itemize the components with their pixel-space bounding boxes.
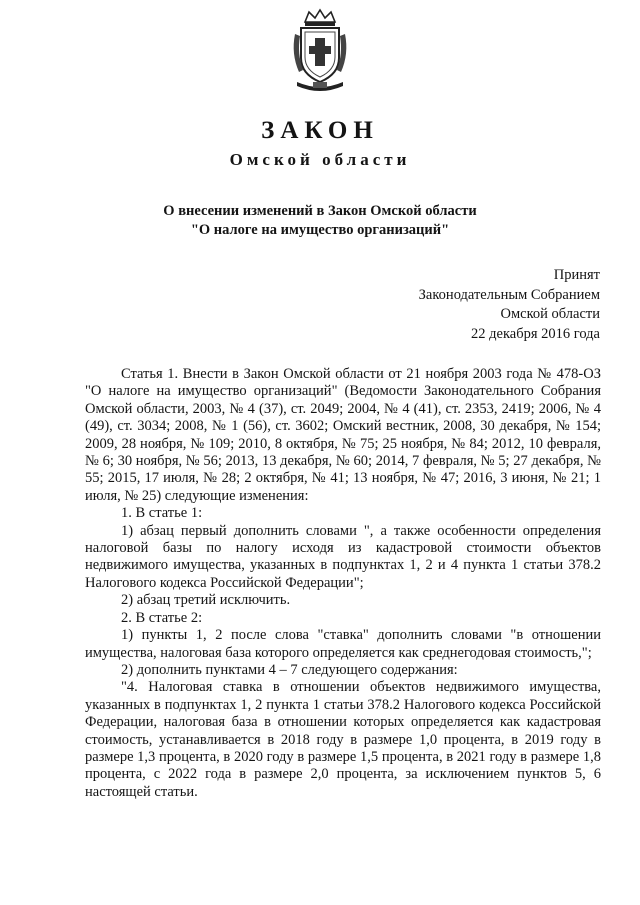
subitem-1-2-paragraph: 2) абзац третий исключить. bbox=[121, 592, 291, 609]
article-1-paragraph: Статья 1. Внести в Закон Омской области от 21 ноября 2003 года № 478-ОЗ "О налоге на имущество организаций" (Ведомости Законодательного Собрания Омской области, 2003, № 4 (37), ст. 2049; 2004, № 4 (41), ст. 2353, 2419; 2006, № 4 (49), ст. 3034; 2008, № 1 (56), ст. 3602; Омский вестник, 2008, 30 декабря, № 154; 2009, 28 ноября, № 109; 2010, 8 октября, № 75; 25 ноября, № 84; 2012, 10 февраля, № 6; 30 ноября, № 56; 2013, 13 декабря, № 60; 2014, 7 февраля, № 5; 27 декабря, № 55; 2015, 17 июля, № 28; 2 октября, № 41; 13 ноября, № 47; 2016, 3 июня, № 21; 1 июля, № 25) следующие изменения: bbox=[85, 366, 601, 504]
law-title: ЗАКОН bbox=[261, 117, 379, 144]
heading-line-1: О внесении изменений в Закон Омской области bbox=[163, 203, 477, 219]
subitem-2-2-paragraph: 2) дополнить пунктами 4 – 7 следующего содержания: bbox=[121, 661, 458, 678]
law-body bbox=[85, 366, 601, 801]
law-heading bbox=[120, 202, 520, 240]
item-1-paragraph: 1. В статье 1: bbox=[121, 505, 203, 522]
point-4-paragraph: "4. Налоговая ставка в отношении объектов недвижимого имущества, указанных в подпунктах 1, 2 пункта 1 статьи 378.2 Налогового кодекса Российской Федерации, налоговая база в отношении которых определяется как кадастровая стоимость, устанавливается в 2018 году в размере 1,0 процента, в 2019 году в размере 1,3 процента, в 2020 году в размере 1,5 процента, в 2021 году в размере 1,8 процента, с 2022 года в размере 2,0 процента, за исключением пунктов 5, 6 настоящей статьи. bbox=[85, 679, 601, 800]
adoption-block bbox=[419, 266, 600, 344]
heading-line-2: "О налоге на имущество организаций" bbox=[190, 222, 450, 238]
adoption-line-2: Законодательным Собранием bbox=[418, 286, 600, 303]
law-subtitle: Омской области bbox=[229, 150, 411, 169]
adoption-date: 22 декабря 2016 года bbox=[471, 325, 600, 342]
adoption-line-3: Омской области bbox=[500, 306, 600, 322]
item-2-paragraph: 2. В статье 2: bbox=[121, 609, 203, 626]
omsk-coat-of-arms-icon bbox=[291, 8, 349, 94]
subitem-1-1-paragraph: 1) абзац первый дополнить словами ", а также особенности определения налоговой базы по налогу исходя из кадастровой стоимости объектов недвижимого имущества, указанных в подпунктах 1, 2 и 4 пункта 1 статьи 378.2 Налогового кодекса Российской Федерации"; bbox=[85, 522, 601, 591]
subitem-2-1-paragraph: 1) пункты 1, 2 после слова "ставка" дополнить словами "в отношении имущества, налоговая база которого определяется как среднегодовая стоимость,"; bbox=[85, 627, 601, 661]
adoption-line-1: Принят bbox=[553, 267, 600, 283]
